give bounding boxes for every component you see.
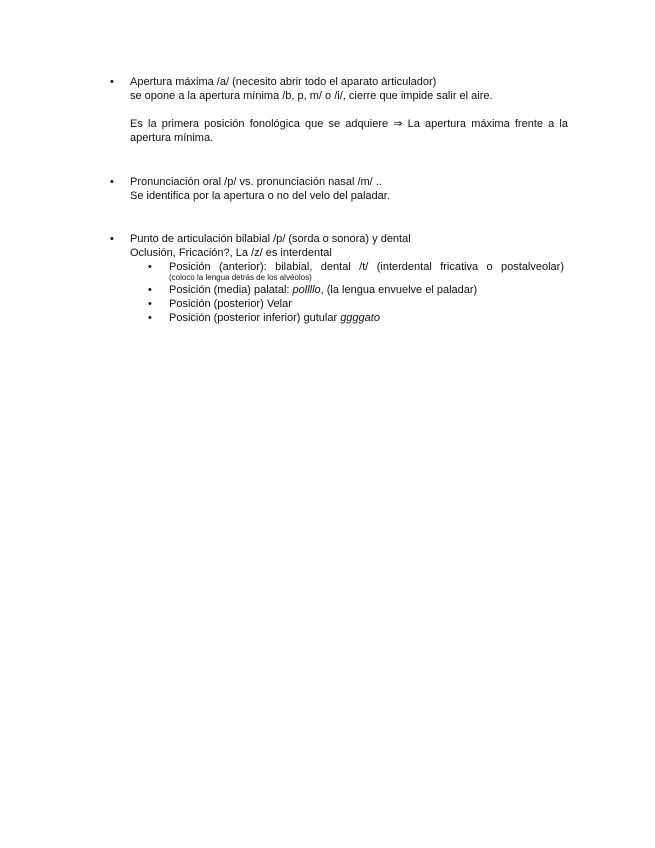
bullet-text [130, 232, 580, 325]
sub-list-item [148, 297, 580, 311]
bullet-text [130, 75, 580, 145]
sub-list-item [148, 283, 580, 297]
text-line: Apertura máxima /a/ (necesito abrir todo el aparato articulador) [130, 76, 437, 88]
bullet-glyph: • [110, 233, 114, 245]
blank-line [130, 103, 580, 117]
sub-item-prefix: Posición (posterior inferior) gutular [169, 312, 341, 324]
bullet-glyph: • [110, 176, 114, 188]
sub-item-italic: pollllo [292, 284, 321, 296]
text-paragraph: Es la primera posición fonológica que se adquiere ⇒ La apertura máxima frente a la apertura mínima. [130, 118, 568, 144]
sub-bullet-glyph: • [148, 284, 152, 296]
sub-list-item [148, 311, 580, 325]
text-line: se opone a la apertura mínima /b, p, m/ o /i/, cierre que impide salir el aire. [130, 90, 493, 102]
text-line: Se identifica por la apertura o no del velo del paladar. [130, 190, 390, 202]
sub-item-italic: ggggato [340, 312, 380, 324]
sub-bullet-glyph: • [148, 261, 152, 273]
sub-bullet-glyph: • [148, 312, 152, 324]
sub-item-text: Posición (anterior): bilabial, dental /t/ (interdental fricativa o postalveolar) [169, 261, 564, 273]
text-line: Punto de articulación bilabial /p/ (sorda o sonora) y dental [130, 233, 411, 245]
sub-list [130, 260, 580, 325]
bullet-glyph: • [110, 76, 114, 88]
sub-bullet-glyph: • [148, 298, 152, 310]
bullet-text [130, 175, 580, 203]
text-line: Oclusión, Fricación?, La /z/ es interdental [130, 247, 332, 259]
sub-item-suffix: , (la lengua envuelve el paladar) [320, 284, 478, 296]
sub-item-text [169, 283, 580, 297]
sub-item-prefix: Posición (media) palatal: [169, 284, 293, 296]
sub-item-note: (coloco la lengua detrás de los alvéolos) [169, 273, 312, 282]
text-line: Pronunciación oral /p/ vs. pronunciación nasal /m/ .. [130, 176, 382, 188]
sub-item-text: Posición (posterior) Velar [169, 298, 292, 310]
sub-list-item [148, 260, 580, 283]
sub-item-text [169, 311, 580, 325]
